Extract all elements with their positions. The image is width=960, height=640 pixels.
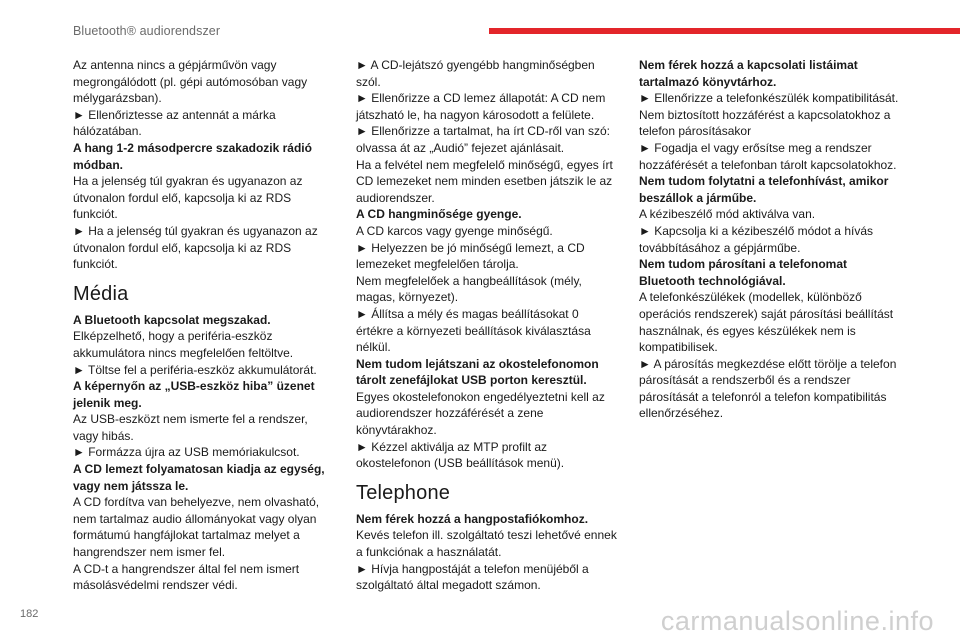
body-text: ► Formázza újra az USB memóriakulcsot. (73, 445, 300, 460)
body-text: ► Kézzel aktiválja az MTP profilt az okostelefonon (USB beállítások menü). (356, 439, 565, 471)
issue-heading: Nem tudom párosítani a telefonomat Bluetooth technológiával. (639, 257, 848, 288)
body-text: ► Helyezzen be jó minőségű lemezt, a CD lemezeket megfelelően tárolja. (356, 240, 585, 272)
body-text: Nem biztosított hozzáférést a kapcsolatokhoz a telefon párosításakor (639, 107, 891, 139)
body-text: ► Ellenőrizze a tartalmat, ha írt CD-ről van szó: olvassa át az „Audió” fejezet ajánlásait. (356, 124, 610, 155)
body-text: ► Töltse fel a periféria-eszköz akkumulátorát. (73, 362, 317, 377)
issue-heading: Nem tudom folytatni a telefonhívást, amikor beszállok a járműbe. (639, 174, 889, 205)
header-title: Bluetooth® audiorendszer (73, 24, 221, 38)
section-heading: Média (73, 282, 129, 305)
body-text: ► Ellenőriztesse az antennát a márka hálózatában. (73, 107, 276, 139)
issue-heading: A képernyőn az „USB-eszköz hiba” üzenet jelenik meg. (73, 379, 315, 410)
issue-heading: Nem tudom lejátszani az okostelefonomon tárolt zenefájlokat USB porton keresztül. (356, 356, 599, 388)
section-heading: Telephone (356, 481, 451, 504)
issue-heading: A CD hangminősége gyenge. (356, 207, 522, 222)
body-text: Egyes okostelefonokon engedélyeztetni kell az audiorendszer hozzáférését a zene könyvtárakhoz. (356, 389, 605, 438)
header-accent-bar (489, 28, 960, 34)
body-text: Kevés telefon ill. szolgáltató teszi lehetővé ennek a funkciónak a használatát. (356, 528, 617, 560)
watermark: carmanualsonline.info (660, 606, 934, 636)
body-text: Az USB-eszközt nem ismerte fel a rendszer, vagy hibás. (73, 412, 308, 443)
body-text: A telefonkészülékek (modellek, különböző operációs rendszerek) saját párosítási beállítást használnak, és egyes készülékek nem is kompatibilisek. (639, 290, 894, 355)
body-text: ► Ellenőrizze a CD lemez állapotát: A CD nem játszható le, ha nagyon károsodott a felülete. (356, 91, 606, 122)
issue-heading: A CD lemezt folyamatosan kiadja az egység, vagy nem játssza le. (73, 462, 325, 493)
body-text: ► A párosítás megkezdése előtt törölje a telefon párosítását a rendszerből és a rendszer párosítását a telefonról a telefon kompatibilitás ellenőrzéséhez. (639, 356, 897, 421)
body-text: ► Ha a jelenség túl gyakran és ugyanazon az útvonalon fordul elő, kapcsolja ki az RDS funkciót. (73, 223, 318, 272)
body-text: A CD karcos vagy gyenge minőségű. (356, 223, 553, 238)
body-text: ► Ellenőrizze a telefonkészülék kompatibilitását. (639, 91, 899, 106)
issue-heading: Nem férek hozzá a hangpostafiókomhoz. (356, 511, 589, 526)
column-2 (356, 57, 618, 594)
body-text: ► Hívja hangpostáját a telefon menüjéből a szolgáltató által megadott számon. (356, 561, 589, 593)
issue-heading: A hang 1-2 másodpercre szakadozik rádió módban. (73, 140, 312, 172)
column-3 (639, 57, 901, 422)
body-text: A kézibeszélő mód aktiválva van. (639, 207, 816, 222)
body-text: Nem megfelelőek a hangbeállítások (mély, magas, környezet). (356, 273, 582, 305)
body-text: ► Állítsa a mély és magas beállításokat 0 értékre a környezeti beállítások kiválasztása nélkül. (356, 306, 591, 355)
issue-heading: Nem férek hozzá a kapcsolati listáimat tartalmazó könyvtárhoz. (639, 58, 858, 89)
body-text: Az antenna nincs a gépjárművön vagy megrongálódott (pl. gépi autómosóban vagy mélygarázsban). (73, 58, 308, 106)
body-text: A CD-t a hangrendszer által fel nem ismert másolásvédelmi rendszer védi. (73, 561, 300, 593)
column-1 (73, 57, 335, 594)
body-text: A CD fordítva van behelyezve, nem olvasható, nem tartalmaz audio állományokat vagy olyan formátumú hangfájlokat tartalmaz melyet a hangrendszer nem ismer fel. (73, 495, 320, 560)
body-text: ► Kapcsolja ki a kézibeszélő módot a hívás továbbításához a gépjárműbe. (639, 223, 873, 255)
body-text: ► Fogadja el vagy erősítse meg a rendszer hozzáférését a telefonban tárolt kapcsolatokhoz. (639, 140, 897, 172)
issue-heading: A Bluetooth kapcsolat megszakad. (73, 312, 271, 327)
body-text: Ha a jelenség túl gyakran és ugyanazon az útvonalon fordul elő, kapcsolja ki az RDS funkciót. (73, 174, 303, 222)
body-text: ► A CD-lejátszó gyengébb hangminőségben szól. (356, 58, 595, 89)
body-text: Elképzelhető, hogy a periféria-eszköz akkumulátora nincs megfelelően feltöltve. (73, 329, 294, 360)
page-number: 182 (20, 608, 39, 620)
body-text: Ha a felvétel nem megfelelő minőségű, egyes írt CD lemezeket nem minden esetben játszik le az audiorendszer. (356, 157, 613, 205)
